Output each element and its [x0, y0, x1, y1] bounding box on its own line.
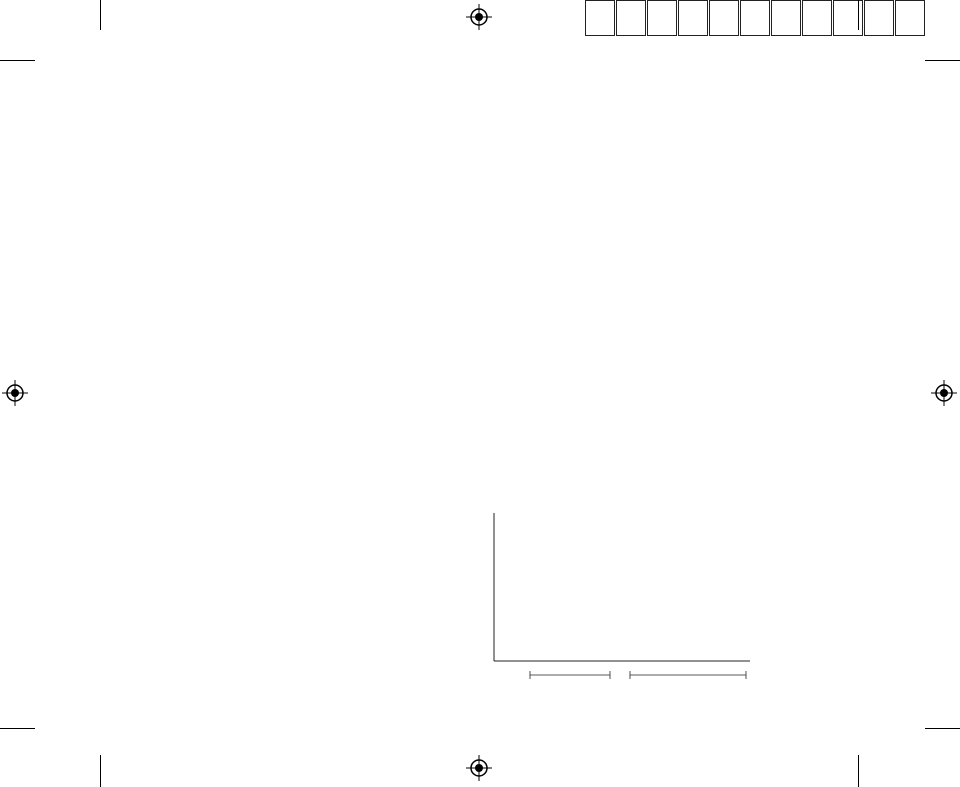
crop-mark — [0, 728, 35, 729]
crop-mark — [0, 60, 35, 61]
registration-mark-icon — [931, 380, 957, 406]
registration-mark-icon — [2, 380, 28, 406]
crop-mark — [100, 0, 101, 30]
crop-mark — [100, 755, 101, 787]
crop-mark — [925, 60, 960, 61]
blood-pressure-chart — [488, 505, 758, 690]
registration-mark-icon — [466, 755, 492, 781]
crop-mark — [858, 0, 859, 30]
crop-mark — [925, 728, 960, 729]
registration-mark-icon — [466, 4, 492, 30]
left-column — [121, 95, 472, 116]
right-column — [489, 98, 834, 119]
color-swatch-bar-right — [585, 0, 926, 36]
crop-mark — [858, 755, 859, 787]
